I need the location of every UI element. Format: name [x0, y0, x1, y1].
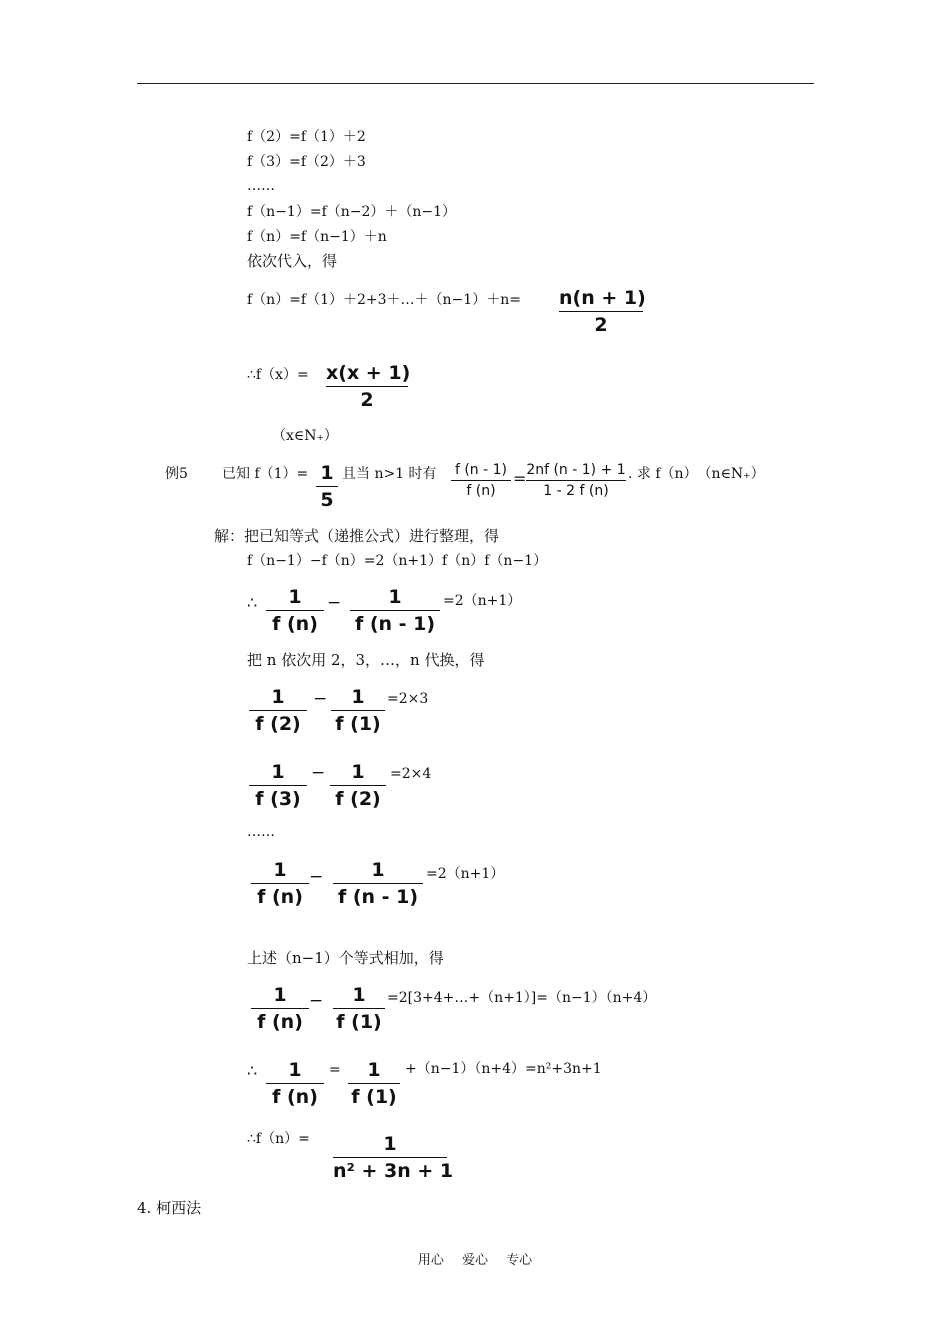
fraction-1-over-fn: [251, 984, 309, 1033]
fraction-denominator: f (1): [336, 1011, 382, 1033]
fraction-denominator: 1 - 2 f (n): [543, 483, 609, 499]
fraction-denominator: f (1): [335, 713, 381, 735]
fraction-denominator: 2: [360, 389, 374, 411]
final-result-label: ∴f（n）=: [247, 1131, 310, 1147]
fraction-numerator: 1: [351, 761, 365, 783]
fraction-numerator: f (n - 1): [454, 462, 508, 478]
fraction-denominator: f (n - 1): [337, 886, 419, 908]
fraction-numerator: 1: [271, 761, 285, 783]
minus-sign: −: [313, 689, 328, 709]
fraction-denominator: f (n): [257, 1011, 303, 1033]
minus-sign: −: [311, 763, 326, 783]
fraction-1-over-f2: [249, 686, 307, 735]
footer-text: 专心: [506, 1253, 533, 1268]
fraction-1-over-f1: [331, 686, 385, 735]
fraction-numerator: 1: [273, 984, 287, 1006]
therefore-symbol: ∴: [247, 593, 258, 612]
example-text-1: 已知 f（1）=: [222, 466, 309, 482]
section-heading: 4. 柯西法: [137, 1199, 202, 1217]
fraction-numerator: 1: [351, 686, 365, 708]
fraction-denominator: f (3): [255, 788, 301, 810]
fraction-numerator: 1: [352, 984, 366, 1006]
fraction-1-over-f2: [330, 761, 386, 810]
rhs: =2（n+1）: [443, 593, 522, 609]
minus-sign: −: [327, 593, 342, 613]
fraction-numerator: 1: [388, 586, 402, 608]
rhs: =2[3+4+…+（n+1）]=（n−1）（n+4）: [387, 990, 657, 1006]
fraction-final-result: [333, 1133, 454, 1182]
fraction-numerator: 1: [271, 686, 285, 708]
ellipsis-1: ……: [247, 178, 275, 194]
fraction-denominator: f (2): [255, 713, 301, 735]
fraction-denominator: f (n): [466, 483, 496, 499]
line-f3: f（3）=f（2）＋3: [247, 154, 366, 170]
rhs: =2×4: [390, 766, 432, 782]
fraction-denominator: 5: [320, 489, 334, 511]
fraction-denominator: n² + 3n + 1: [333, 1160, 454, 1182]
minus-sign: −: [309, 991, 324, 1011]
fraction-ratio: [451, 462, 511, 499]
line-fn-1: f（n−1）=f（n−2）＋（n−1）: [247, 204, 457, 220]
header-rule: [137, 83, 814, 84]
footer-text: 用心: [417, 1253, 444, 1268]
line-substitute: 依次代入，得: [247, 252, 338, 270]
fraction-denominator: f (n): [272, 613, 318, 635]
fraction-denominator: f (n): [257, 886, 303, 908]
fraction-1-over-fn: [266, 586, 324, 635]
rhs: =2×3: [387, 691, 429, 707]
line-sum: f（n）=f（1）＋2+3＋…＋（n−1）＋n=: [247, 292, 521, 308]
therefore-symbol: ∴: [247, 1061, 258, 1080]
fraction-numerator: n(n + 1): [559, 287, 646, 309]
equals-sign: =: [329, 1062, 341, 1078]
rhs: =2（n+1）: [426, 866, 505, 882]
fraction-denominator: f (1): [351, 1086, 397, 1108]
fraction-1-over-fn-1: [333, 859, 423, 908]
rhs: +（n−1）（n+4）=n²+3n+1: [405, 1061, 602, 1077]
fraction-numerator: 1: [288, 586, 302, 608]
fraction-1-over-f1: [333, 984, 385, 1033]
minus-sign: −: [309, 867, 324, 887]
fraction-denominator: f (2): [335, 788, 381, 810]
line-fx: ∴f（x）=: [247, 367, 309, 383]
domain-note: （x∈N₊）: [272, 428, 338, 444]
fraction-sum-result: [559, 287, 646, 336]
fraction-denominator: f (n): [272, 1086, 318, 1108]
line-fn: f（n）=f（n−1）＋n: [247, 229, 387, 245]
page-footer: [0, 1249, 950, 1268]
fraction-numerator: 2nf (n - 1) + 1: [526, 462, 626, 478]
fraction-numerator: 1: [371, 859, 385, 881]
fraction-recurrence: [526, 462, 626, 499]
fraction-numerator: 1: [367, 1059, 381, 1081]
example-label: 例5: [165, 466, 188, 482]
fraction-1-over-fn: [266, 1059, 324, 1108]
fraction-numerator: 1: [383, 1133, 397, 1155]
fraction-numerator: 1: [288, 1059, 302, 1081]
fraction-1-over-f1: [348, 1059, 400, 1108]
footer-text: 爱心: [461, 1253, 488, 1268]
summation-text: 上述（n−1）个等式相加，得: [247, 949, 444, 967]
example-text-2: 且当 n>1 时有: [342, 466, 437, 482]
solution-intro: 解：把已知等式（递推公式）进行整理，得: [214, 527, 500, 545]
fraction-numerator: 1: [273, 859, 287, 881]
line-f2: f（2）=f（1）＋2: [247, 129, 366, 145]
ellipsis-2: ……: [247, 824, 275, 840]
fraction-1-over-fn: [251, 859, 309, 908]
equals-sign: =: [513, 469, 527, 488]
fraction-1-over-f3: [249, 761, 307, 810]
fraction-numerator: x(x + 1): [326, 362, 411, 384]
solution-rearranged: f（n−1）−f（n）=2（n+1）f（n）f（n−1）: [247, 553, 548, 569]
example-text-3: . 求 f（n） （n∈N₊）: [628, 466, 765, 482]
fraction-denominator: f (n - 1): [354, 613, 436, 635]
fraction-denominator: 2: [594, 314, 608, 336]
fraction-1-over-fn-1: [350, 586, 440, 635]
fraction-numerator: 1: [320, 462, 334, 484]
fraction-one-fifth: [316, 462, 338, 511]
fraction-fx-result: [326, 362, 411, 411]
substitution-text: 把 n 依次用 2，3，…，n 代换，得: [247, 651, 485, 669]
